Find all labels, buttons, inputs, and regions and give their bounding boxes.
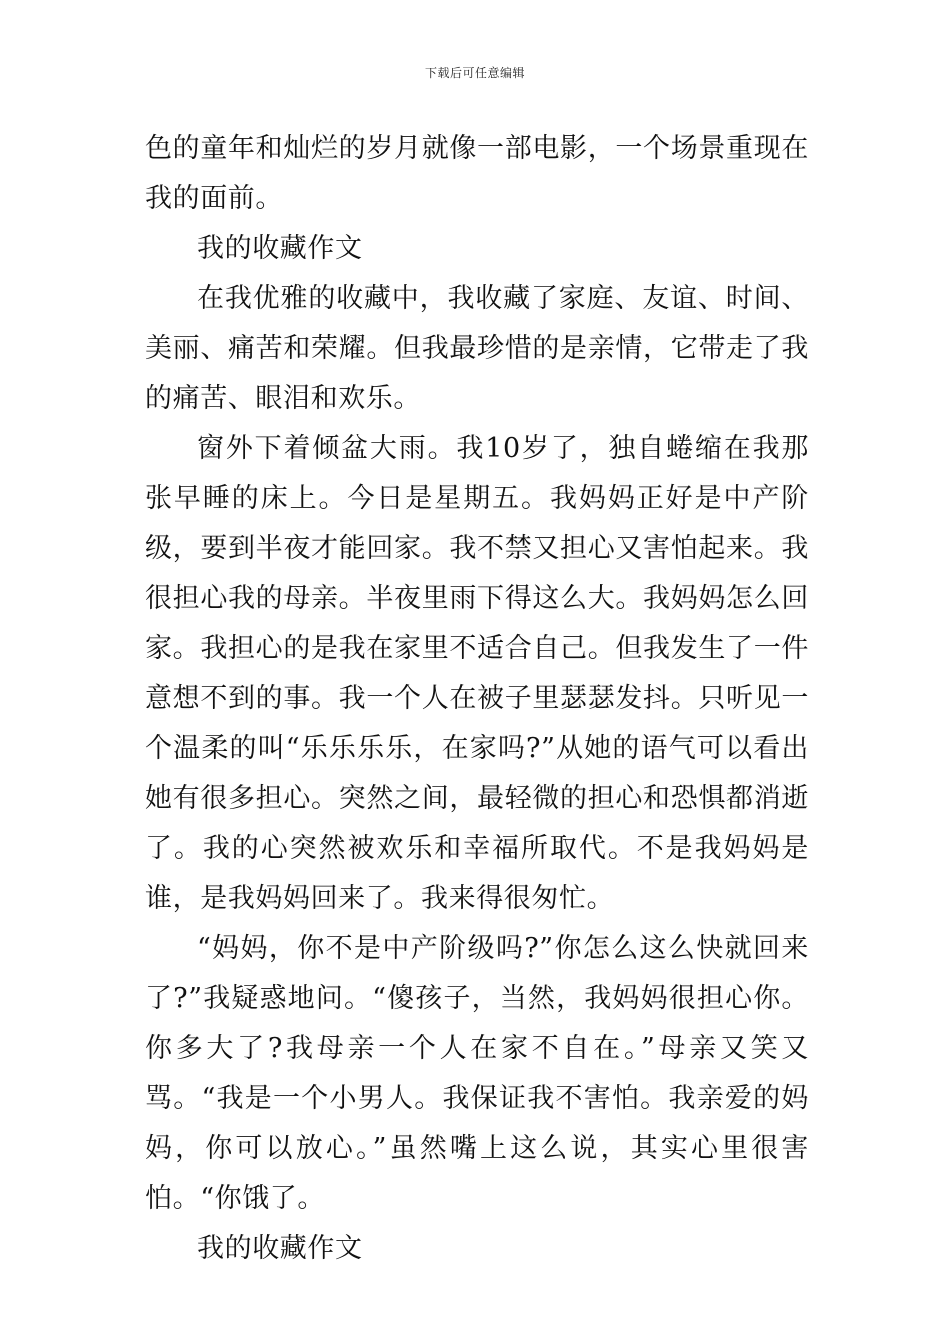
- paragraph-continuation: 色的童年和灿烂的岁月就像一部电影，一个场景重现在我的面前。: [145, 133, 809, 214]
- document-body: [145, 124, 809, 1274]
- paragraph-collection: 在我优雅的收藏中，我收藏了家庭、友谊、时间、美丽、痛苦和荣耀。但我最珍惜的是亲情，它带走了我的痛苦、眼泪和欢乐。: [145, 283, 809, 414]
- paragraph-dialogue: “妈妈，你不是中产阶级吗?”你怎么这么快就回来了?”我疑惑地问。“傻孩子，当然，我妈妈很担心你。你多大了?我母亲一个人在家不自在。”母亲又笑又骂。“我是一个小男人。我保证我不害怕。我亲爱的妈妈，你可以放心。”虽然嘴上这么说，其实心里很害怕。“你饿了。: [145, 933, 809, 1214]
- section-heading-repeat: 我的收藏作文: [197, 1233, 363, 1264]
- paragraph-rainy-night: 窗外下着倾盆大雨。我10岁了，独自蜷缩在我那张早睡的床上。今日是星期五。我妈妈正好是中产阶级，要到半夜才能回家。我不禁又担心又害怕起来。我很担心我的母亲。半夜里雨下得这么大。我妈妈怎么回家。我担心的是我在家里不适合自己。但我发生了一件意想不到的事。我一个人在被子里瑟瑟发抖。只听见一个温柔的叫“乐乐乐乐，在家吗?”从她的语气可以看出她有很多担心。突然之间，最轻微的担心和恐惧都消逝了。我的心突然被欢乐和幸福所取代。不是我妈妈是谁，是我妈妈回来了。我来得很匆忙。: [145, 433, 809, 914]
- page-header: 下载后可任意编辑: [424, 66, 525, 80]
- section-heading: 我的收藏作文: [197, 233, 363, 264]
